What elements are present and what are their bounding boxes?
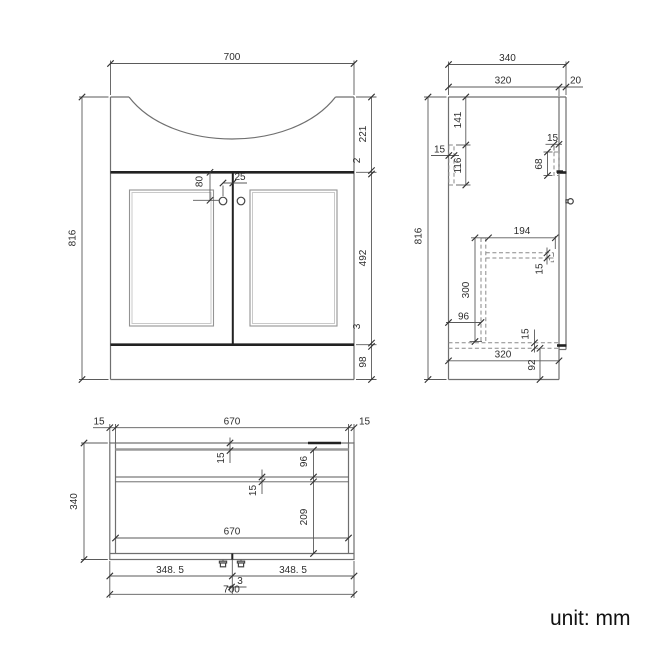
dim-side-doorplate-width: 15	[546, 133, 559, 144]
dim-side-plinth-height: 92	[527, 359, 538, 371]
dim-side-doorplate-length: 68	[534, 158, 545, 170]
dim-side-hinge-offset: 141	[453, 111, 464, 129]
unit-note: unit: mm	[550, 607, 631, 630]
hinge-mark	[557, 170, 564, 173]
right-door-knob	[237, 197, 245, 205]
dim-plan-inner-top: 670	[223, 416, 241, 428]
dim-plan-front-clear: 209	[299, 508, 310, 526]
dim-front-handle-v: 80	[194, 175, 206, 188]
dim-front-basin: 221	[358, 125, 369, 143]
dim-side-plinth-depth: 320	[494, 349, 512, 361]
dim-plan-door-right-width: 348. 5	[279, 565, 307, 576]
dim-plan-door-left-width: 348. 5	[156, 565, 184, 576]
dim-plan-wall-left: 15	[93, 416, 105, 428]
dim-plan-rail-offset: 96	[299, 455, 310, 468]
dim-front-width: 700	[223, 52, 241, 63]
dim-side-carcass: 320	[494, 75, 512, 87]
dim-plan-width: 700	[223, 584, 240, 596]
dim-plan-depth: 340	[69, 493, 80, 510]
dim-plan-back-thickness: 15	[216, 452, 227, 464]
dim-side-shelf-depth: 194	[513, 226, 531, 237]
dim-side-divider-height: 300	[461, 281, 472, 299]
dim-side-divider-offset: 96	[457, 311, 470, 323]
dim-side-hinge-width: 15	[433, 144, 446, 156]
dim-side-door-thickness: 20	[569, 75, 582, 87]
dim-front-doors: 492	[358, 249, 369, 267]
dim-side-shelf-thickness: 15	[534, 263, 546, 275]
dim-plan-inner-bottom: 670	[223, 526, 241, 538]
dim-side-bottom-thickness: 15	[520, 328, 532, 340]
side-knob	[566, 199, 573, 204]
dim-front-handle-h: 25	[234, 172, 246, 183]
dim-side-depth: 340	[499, 53, 516, 64]
dim-plan-rail-thickness: 15	[248, 484, 259, 497]
dim-front-plinth: 98	[358, 356, 369, 368]
dim-front-height: 816	[67, 229, 79, 247]
dim-side-hinge-length: 116	[453, 157, 464, 174]
dim-front-gap-top: 2	[352, 157, 363, 164]
dim-side-height: 816	[413, 227, 425, 245]
dim-front-gap-bottom: 3	[352, 323, 363, 330]
left-door-knob	[219, 197, 227, 205]
dim-plan-wall-right: 15	[358, 416, 371, 428]
dim-plan-gap: 3	[237, 576, 243, 587]
